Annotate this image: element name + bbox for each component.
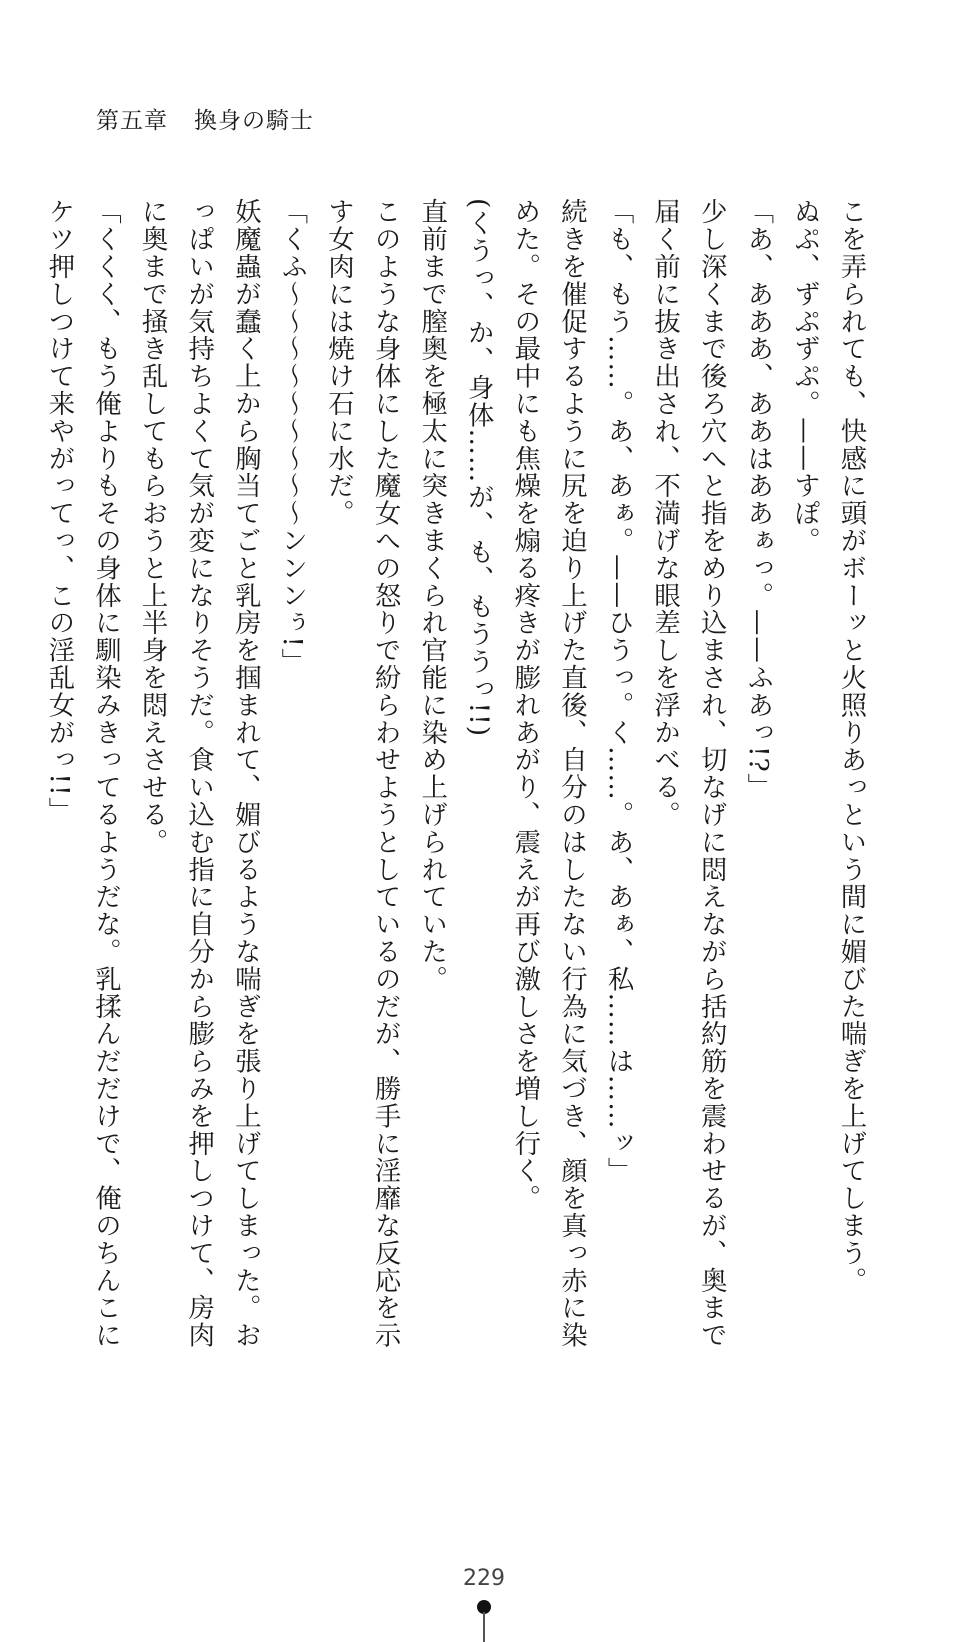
paragraph: 直前まで膣奥を極太に突きまくられ官能に染め上げられていた。 — [416, 198, 448, 993]
chapter-title: 換身の騎士 — [194, 108, 314, 134]
chapter-number: 第五章 — [96, 108, 168, 134]
paragraph: このような身体にした魔女への怒りで紛らわせようとしているのだが、勝手に淫靡な反応を示す女肉には焼け石に水だ。 — [323, 198, 402, 1349]
body-text — [43, 198, 874, 1358]
paragraph: 「も、もう……。あ、あぁ。——ひうっ。く……。あ、あぁ、私……は……ッ」 — [603, 198, 635, 1185]
paragraph: 「あ、あああ、ああはああぁっ。——ふあっ!?」 — [742, 198, 774, 801]
paragraph: ぬぷ、ずぷずぷ。——すぽ。 — [789, 198, 821, 555]
folio-line — [483, 1612, 485, 1642]
paragraph: 「くくく、もう俺よりもその身体に馴染みきってるようだな。乳揉んだだけで、俺のちんこにケツ押しつけて来やがってっ、この淫乱女がっ!!」 — [43, 198, 122, 1349]
paragraph: こを弄られても、快感に頭がボーッと火照りあっという間に媚びた喘ぎを上げてしまう。 — [836, 198, 867, 1294]
running-head — [96, 102, 314, 135]
paragraph: 少し深くまで後ろ穴へと指をめり込まされ、切なげに悶えながら括約筋を震わせるが、奥まで届く前に抜き出され、不満げな眼差しを浮かべる。 — [649, 198, 728, 1349]
paragraph: 「くふ〜〜〜〜〜〜〜〜〜ンンンぅ!」 — [276, 198, 308, 676]
paragraph: 続きを催促するように尻を迫り上げた直後、自分のはしたない行為に気づき、顔を真っ赤に染めた。その最中にも焦燥を煽る疼きが膨れあがり、震えが再び激しさを増し行く。 — [509, 198, 588, 1349]
paragraph: (くうっ、か、身体……が、も、もううっ!!) — [463, 198, 495, 737]
page-number: 229 — [463, 1566, 505, 1591]
paragraph: 妖魔蟲が蠢く上から胸当てごと乳房を掴まれて、媚びるような喘ぎを張り上げてしまった。おっぱいが気持ちよくて気が変になりそうだ。食い込む指に自分から膨らみを押しつけて、房肉に奥まで掻き乱してもらおうと上半身を悶えさせる。 — [137, 198, 262, 1349]
